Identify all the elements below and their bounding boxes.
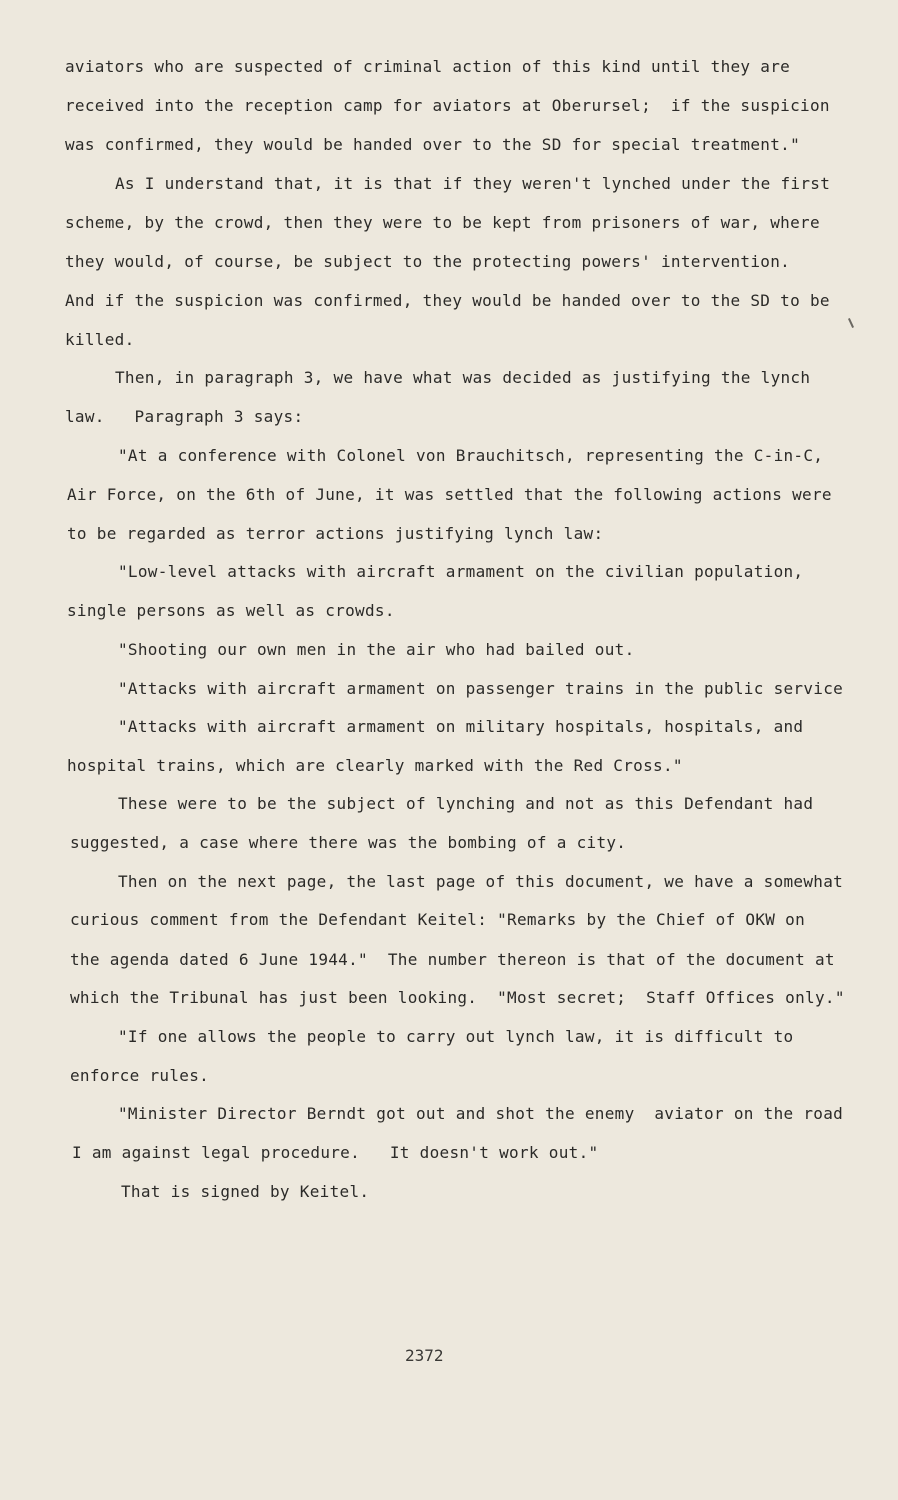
page-number: 2372 [405,1346,444,1365]
text-line: curious comment from the Defendant Keitel: "Remarks by the Chief of OKW on [70,910,806,929]
text-line: "Attacks with aircraft armament on military hospitals, hospitals, and [118,717,804,736]
text-line: hospital trains, which are clearly marked with the Red Cross." [67,756,683,775]
text-line: As I understand that, it is that if they weren't lynched under the first [115,174,831,193]
text-line: suggested, a case where there was the bombing of a city. [70,833,627,852]
text-line: to be regarded as terror actions justifying lynch law: [67,524,604,543]
text-line: was confirmed, they would be handed over to the SD for special treatment." [65,135,801,154]
text-line: I am against legal procedure. It doesn't work out." [72,1143,599,1162]
text-line: law. Paragraph 3 says: [65,407,304,426]
text-line: killed. [65,330,135,349]
text-line: they would, of course, be subject to the protecting powers' intervention. [65,252,791,271]
text-line: single persons as well as crowds. [67,601,395,620]
text-line: which the Tribunal has just been looking. "Most secret; Staff Offices only." [70,988,845,1007]
text-line: the agenda dated 6 June 1944." The number thereon is that of the document at [70,950,835,969]
text-line: Air Force, on the 6th of June, it was settled that the following actions were [67,485,832,504]
text-line: "Minister Director Berndt got out and shot the enemy aviator on the road [118,1104,844,1123]
text-line: Then on the next page, the last page of this document, we have a somewhat [118,872,844,891]
text-line: scheme, by the crowd, then they were to be kept from prisoners of war, where [65,213,820,232]
text-line: "Attacks with aircraft armament on passenger trains in the public service [118,679,844,698]
text-line: And if the suspicion was confirmed, they would be handed over to the SD to be [65,291,830,310]
text-line: aviators who are suspected of criminal action of this kind until they are [65,57,791,76]
text-line: "At a conference with Colonel von Brauchitsch, representing the C-in-C, [118,446,824,465]
text-line: enforce rules. [70,1066,210,1085]
text-line: "Shooting our own men in the air who had bailed out. [118,640,635,659]
text-line: "Low-level attacks with aircraft armament on the civilian population, [118,562,804,581]
text-line: Then, in paragraph 3, we have what was decided as justifying the lynch [115,368,811,387]
text-line: That is signed by Keitel. [121,1182,370,1201]
text-line: "If one allows the people to carry out lynch law, it is difficult to [118,1027,794,1046]
text-line: received into the reception camp for aviators at Oberursel; if the suspicion [65,96,830,115]
text-line: These were to be the subject of lynching and not as this Defendant had [118,794,814,813]
